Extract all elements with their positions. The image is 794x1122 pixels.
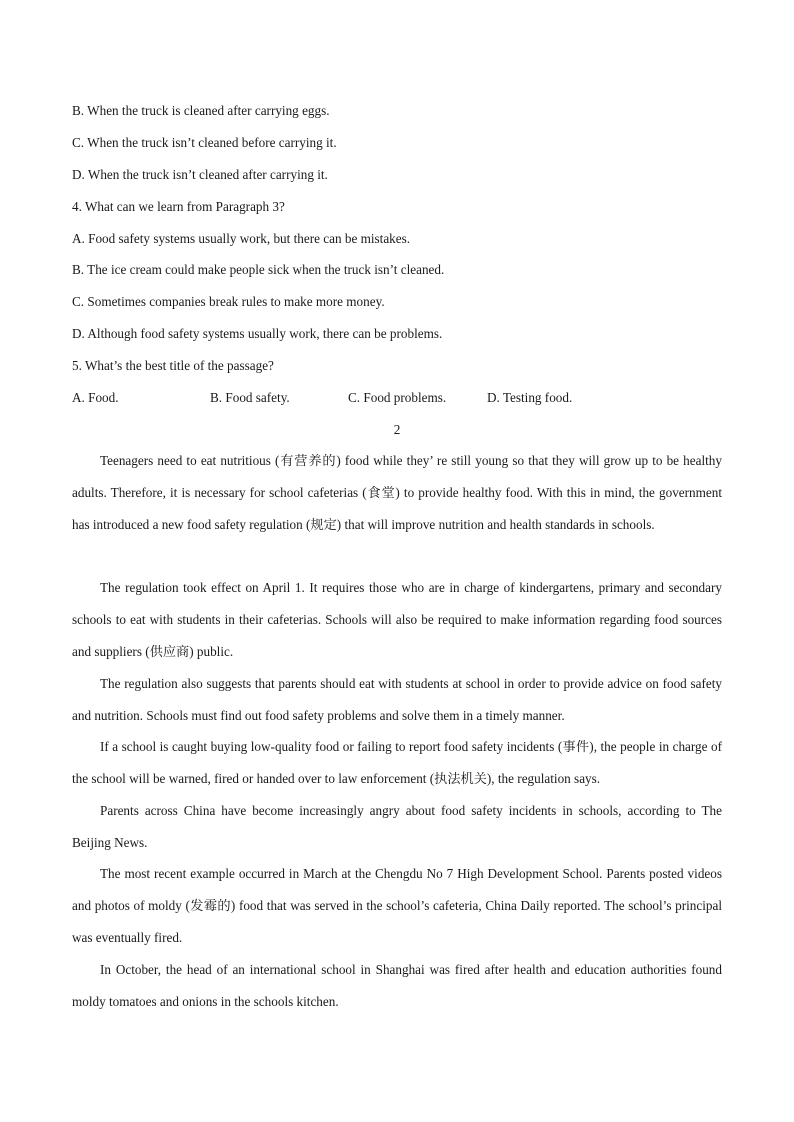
passage-paragraph-6: The most recent example occurred in March at the Chengdu No 7 High Development School. Parents posted videos and photos of moldy (发霉的) food that was served in the school’s cafeteria, China Daily reported. The school’s principal was eventually fired.	[72, 866, 722, 945]
q5-option-b: B. Food safety.	[210, 390, 290, 405]
q5-option-c: C. Food problems.	[348, 390, 447, 405]
passage-paragraph-3: The regulation also suggests that parents should eat with students at school in order to provide advice on food safety and nutrition. Schools must find out food safety problems and solve them in a timely manner.	[72, 676, 722, 723]
q3-option-d: D. When the truck isn’t cleaned after carrying it.	[72, 167, 328, 182]
passage-paragraph-7: In October, the head of an international school in Shanghai was fired after health and education authorities found moldy tomatoes and onions in the schools kitchen.	[72, 962, 722, 1009]
q5-option-a: A. Food.	[72, 390, 119, 405]
passage-paragraph-4: If a school is caught buying low-quality food or failing to report food safety incidents (事件), the people in charge of the school will be warned, fired or handed over to law enforcement (执法机关), the regulation says.	[72, 739, 722, 786]
q5-question: 5. What’s the best title of the passage?	[72, 358, 274, 373]
q3-option-c: C. When the truck isn’t cleaned before carrying it.	[72, 135, 337, 150]
q3-option-b: B. When the truck is cleaned after carrying eggs.	[72, 103, 330, 118]
q4-option-a: A. Food safety systems usually work, but there can be mistakes.	[72, 231, 411, 246]
q4-option-b: B. The ice cream could make people sick when the truck isn’t cleaned.	[72, 262, 445, 277]
q4-option-d: D. Although food safety systems usually work, there can be problems.	[72, 326, 443, 341]
passage-paragraph-2: The regulation took effect on April 1. It requires those who are in charge of kindergartens, primary and secondary schools to eat with students in their cafeterias. Schools will also be required to make information regarding food sources and suppliers (供应商) public.	[72, 580, 722, 659]
q4-option-c: C. Sometimes companies break rules to make more money.	[72, 294, 385, 309]
q5-option-d: D. Testing food.	[487, 390, 573, 405]
q4-question: 4. What can we learn from Paragraph 3?	[72, 199, 285, 214]
passage-number: 2	[393, 422, 401, 437]
passage-paragraph-5: Parents across China have become increasingly angry about food safety incidents in schools, according to The Beijing News.	[72, 803, 722, 850]
passage-paragraph-1: Teenagers need to eat nutritious (有营养的) food while they’ re still young so that they will grow up to be healthy adults. Therefore, it is necessary for school cafeterias (食堂) to provide healthy food. With this in mind, the government has introduced a new food safety regulation (规定) that will improve nutrition and health standards in schools.	[72, 453, 722, 532]
